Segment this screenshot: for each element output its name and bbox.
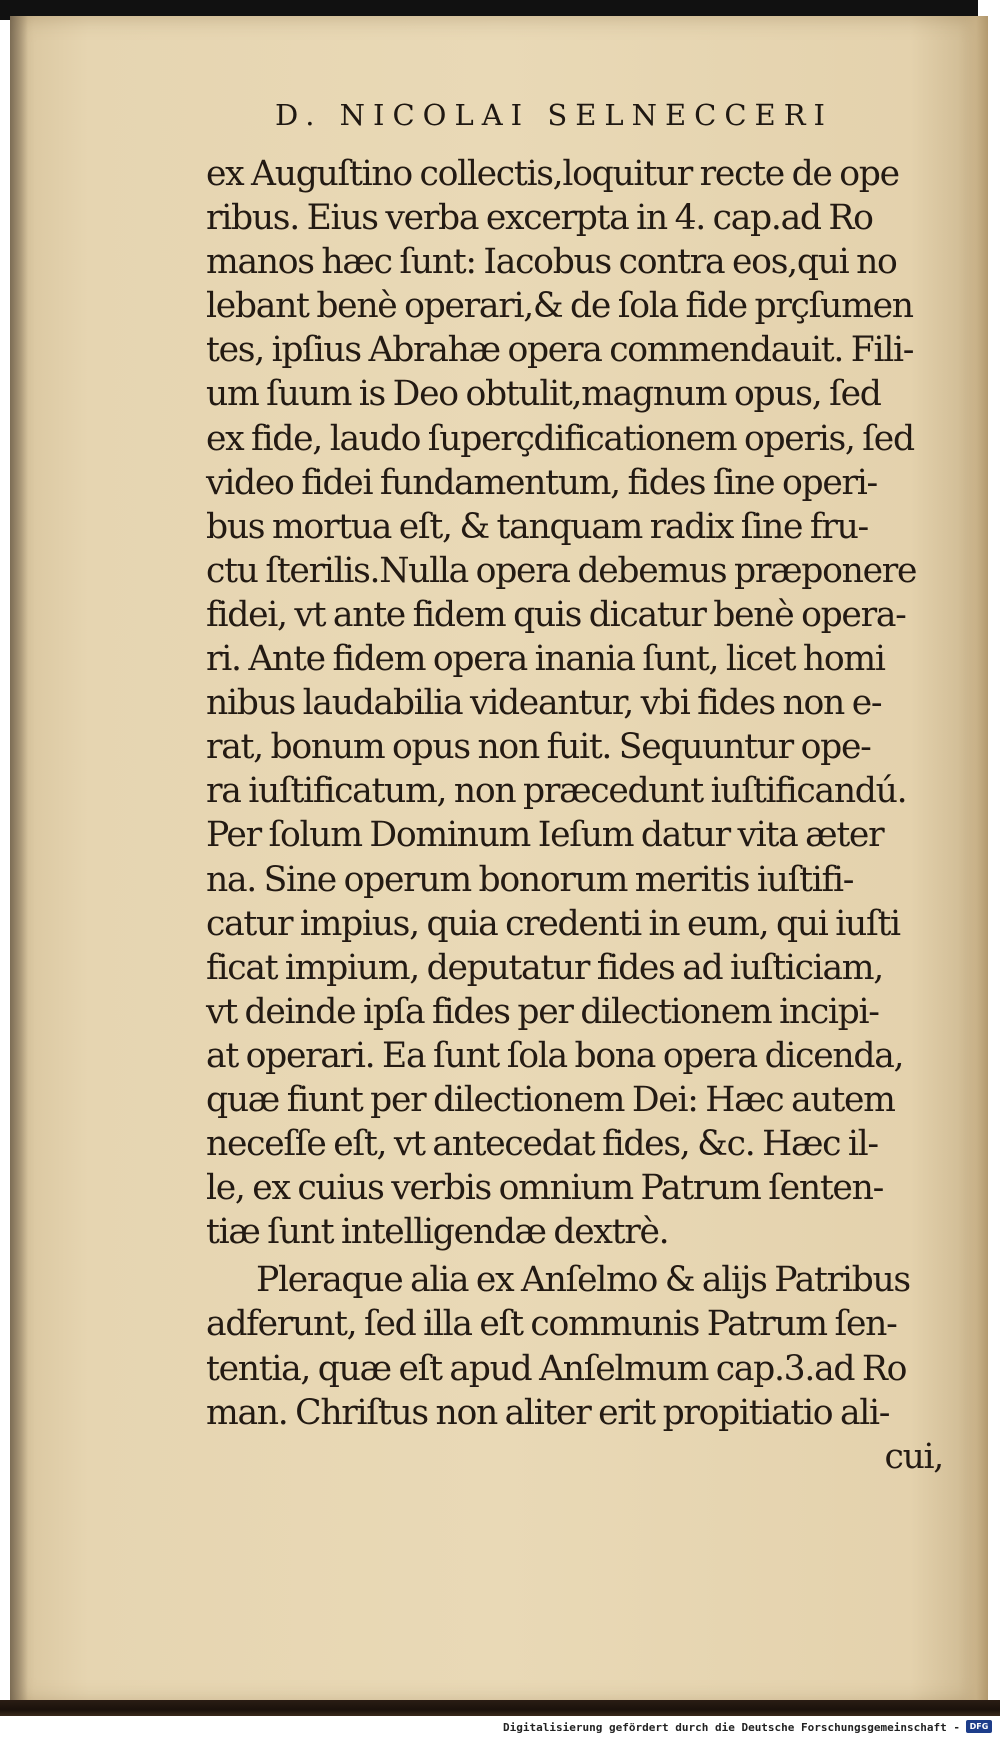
- text-line: video fidei fundamentum, fides ſine operi-: [206, 462, 877, 503]
- text-line: adferunt, ſed illa eſt communis Patrum ſen-: [206, 1304, 897, 1345]
- text-line: vt deinde ipſa fides per dilectionem incipi-: [206, 991, 879, 1032]
- text-line: ex Auguſtino collectis,loquitur recte de ope: [206, 154, 899, 194]
- text-line: manos hæc ſunt: Iacobus contra eos,qui no: [206, 242, 897, 283]
- text-line: catur impius, quia credenti in eum, qui iuſti: [206, 903, 900, 944]
- running-head: D. NICOLAI SELNECCERI: [275, 98, 833, 132]
- text-line: ficat impium, deputatur fides ad iuſticiam,: [206, 947, 883, 988]
- text-line: fidei, vt ante fidem quis dicatur benè opera-: [206, 594, 906, 635]
- text-line: quæ fiunt per dilectionem Dei: Hæc autem: [206, 1079, 895, 1120]
- text-line: ra iuſtificatum, non præcedunt iuſtificandú.: [206, 771, 907, 812]
- text-line: bus mortua eſt, & tanquam radix ſine fru-: [206, 506, 868, 547]
- text-line: tentia, quæ eſt apud Anſelmum cap.3.ad Ro: [206, 1348, 907, 1389]
- funding-credit: Digitalisierung gefördert durch die Deutsche Forschungsgemeinschaft -: [503, 1721, 960, 1734]
- page-gutter-shadow: [10, 16, 28, 1704]
- text-line: tiæ ſunt intelligendæ dextrè.: [206, 1212, 669, 1253]
- text-line: Per ſolum Dominum Ieſum datur vita æter: [206, 815, 884, 856]
- text-line: ri. Ante fidem opera inania ſunt, licet homi: [206, 639, 885, 680]
- catchword: cui,: [884, 1436, 943, 1477]
- text-line: tes, ipſius Abrahæ opera commendauit. Fili-: [206, 330, 914, 371]
- text-line: na. Sine operum bonorum meritis iuſtifi-: [206, 859, 854, 900]
- text-line: man. Chriſtus non aliter erit propitiatio ali-: [206, 1392, 890, 1433]
- paragraph-2-first-line: Pleraque alia ex Anſelmo & alijs Patribus: [256, 1260, 910, 1301]
- text-line: le, ex cuius verbis omnium Patrum ſenten-: [206, 1168, 883, 1209]
- body-text: [206, 152, 951, 1479]
- text-line: ctu ſterilis.Nulla opera debemus præponere: [206, 550, 917, 591]
- text-line: lebant benè operari,& de ſola fide prçſumen: [206, 286, 913, 327]
- text-line: ex fide, laudo ſuperçdificationem operis, ſed: [206, 418, 914, 459]
- text-line: um ſuum is Deo obtulit,magnum opus, ſed: [206, 374, 881, 415]
- text-line: rat, bonum opus non fuit. Sequuntur ope-: [206, 727, 871, 768]
- text-line: neceſſe eſt, vt antecedat fides, &c. Hæc il-: [206, 1124, 878, 1165]
- bottom-frame-bar: [0, 1700, 1000, 1716]
- text-line: nibus laudabilia videantur, vbi fides non e-: [206, 683, 882, 724]
- text-line: at operari. Ea ſunt ſola bona opera dicenda,: [206, 1035, 904, 1076]
- page-fore-edge: [958, 16, 988, 1704]
- text-line: ribus. Eius verba excerpta in 4. cap.ad Ro: [206, 198, 873, 239]
- dfg-logo: DFG: [966, 1720, 992, 1733]
